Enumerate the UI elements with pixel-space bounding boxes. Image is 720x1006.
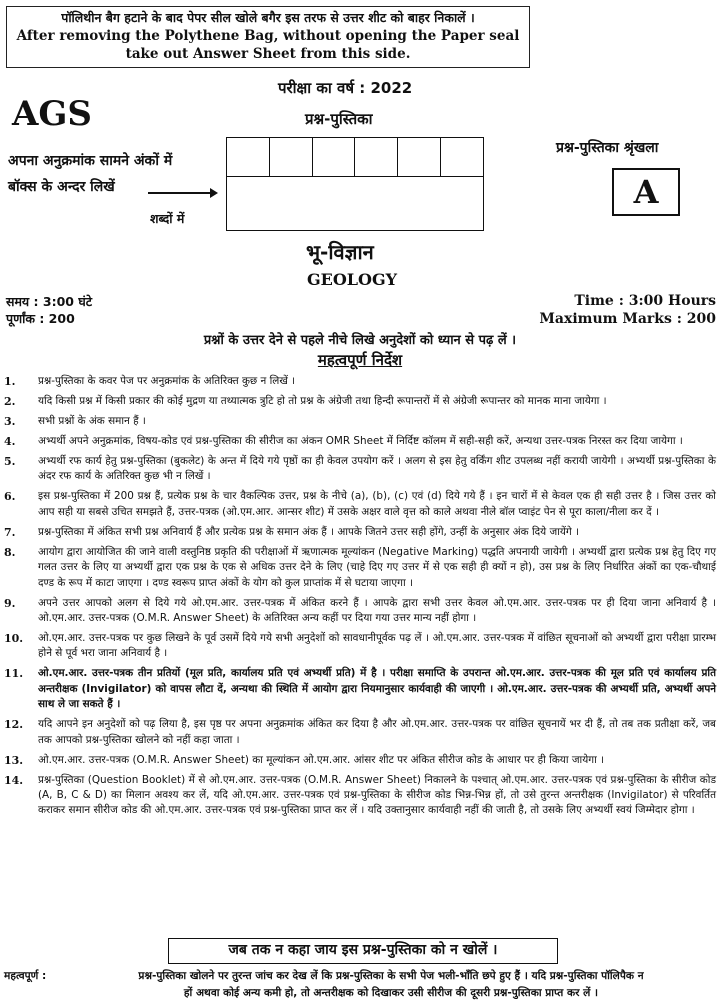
booklet-label: प्रश्न-पुस्तिका — [305, 110, 373, 128]
polythene-notice-box — [6, 6, 530, 68]
instruction-item — [4, 394, 716, 409]
instruction-item — [4, 525, 716, 540]
instruction-number: 5. — [4, 455, 16, 468]
instruction-number: 8. — [4, 545, 16, 559]
instruction-text: अपने उत्तर आपको अलग से दिये गये ओ.एम.आर. उत्तर-पत्रक में अंकित करने हैं । आपके द्वारा सभी उत्तर केवल ओ.एम.आर. उत्तर-पत्रक पर ही दिया जाना अनिवार्य है । ओ.एम.आर. उत्तर-पत्रक (O.M.R. Answer Sheet) के अतिरिक्त अन्य कहीं पर दिया गया उत्तर मान्य नहीं होगा । — [38, 596, 716, 625]
exam-code: AGS — [12, 94, 92, 134]
important-note-line1: प्रश्न-पुस्तिका खोलने पर तुरन्त जांच कर देख लें कि प्रश्न-पुस्तिका के सभी पेज भली-भाँति छपे हुए हैं । यदि प्रश्न-पुस्तिका पॉलिपैक न — [138, 970, 644, 982]
roll-digit-box[interactable] — [398, 138, 441, 176]
important-instructions-heading — [0, 350, 720, 370]
instruction-text: आयोग द्वारा आयोजित की जाने वाली वस्तुनिष्ठ प्रकृति की परीक्षाओं में ऋणात्मक मूल्यांकन (Negative Marking) पद्धति अपनायी जायेगी । अभ्यर्थी द्वारा प्रत्येक प्रश्न हेतु दिए गए गलत उत्तर के लिए या अभ्यर्थी द्वारा एक प्रश्न के एक से अधिक उत्तर देने के लिए (चाहे दिए गए उत्तर में से एक सही ही क्यों न हो), उस प्रश्न के लिए निर्धारित अंकों का एक-चौथाई दण्ड के रूप में काटा जाएगा । दण्ड स्वरूप प्राप्त अंकों के योग को कुल प्राप्तांक में से घटाया जाएगा । — [38, 545, 716, 589]
instruction-text: अभ्यर्थी अपने अनुक्रमांक, विषय-कोड एवं प्रश्न-पुस्तिका की सीरीज का अंकन OMR Sheet में निर्दिष्ट कॉलम में सही-सही करें, अन्यथा उत्तर-पत्रक निरस्त कर दिया जायेगा । — [38, 435, 683, 447]
instruction-text: प्रश्न-पुस्तिका में अंकित सभी प्रश्न अनिवार्य हैं और प्रत्येक प्रश्न के समान अंक हैं । आपके जितने उत्तर सही होंगे, उन्हीं के अनुसार अंक दिये जायेंगे । — [38, 525, 579, 538]
instruction-number: 11. — [4, 667, 24, 681]
instruction-item — [4, 454, 716, 485]
instruction-text: ओ.एम.आर. उत्तर-पत्रक पर कुछ लिखने के पूर्व उसमें दिये गये सभी अनुदेशों को सावधानीपूर्वक पढ़ लें । ओ.एम.आर. उत्तर-पत्रक में वांछित सूचनाओं को अभ्यर्थी द्वारा परीक्षा प्रारम्भ होने से पूर्व भरा जाना अनिवार्य है । — [38, 632, 716, 660]
instruction-number: 2. — [4, 395, 16, 408]
instruction-item — [4, 753, 716, 768]
instruction-item — [4, 631, 716, 662]
important-heading-text: महत्वपूर्ण निर्देश — [317, 351, 403, 369]
instructions-list — [4, 374, 716, 823]
roll-digit-box[interactable] — [270, 138, 313, 176]
roll-instruction-line2: बॉक्स के अन्दर लिखें — [8, 179, 115, 195]
important-note-line2: हों अथवा कोई अन्य कमी हो, तो अन्तरीक्षक को दिखाकर उसी सीरीज की दूसरी प्रश्न-पुस्तिका प्राप्त कर लें । — [183, 987, 599, 999]
roll-number-grid[interactable] — [226, 137, 484, 231]
instruction-item — [4, 489, 716, 520]
instruction-text: इस प्रश्न-पुस्तिका में 200 प्रश्न हैं, प्रत्येक प्रश्न के चार वैकल्पिक उत्तर, प्रश्न के नीचे (a), (b), (c) एवं (d) दिये गये हैं । इन चारों में से केवल एक ही सही उत्तर है । जिस उत्तर को आप सही या सबसे उचित समझते हैं, उत्तर-पत्रक (ओ.एम.आर. आन्सर शीट) में उसके अक्षर वाले वृत्त को काले अथवा नीले बॉल प्वाइंट पेन से पूरा काला/नीला कर दें । — [38, 490, 716, 518]
time-marks-hindi — [6, 293, 92, 327]
time-english: Time : 3:00 Hours — [574, 293, 716, 309]
important-note-text — [66, 968, 716, 1002]
roll-digit-box[interactable] — [355, 138, 398, 176]
words-label: शब्दों में — [150, 211, 185, 226]
exam-year: परीक्षा का वर्ष : 2022 — [278, 79, 413, 97]
instruction-text: ओ.एम.आर. उत्तर-पत्रक (O.M.R. Answer Sheet) का मूल्यांकन ओ.एम.आर. आंसर शीट पर अंकित सीरीज कोड के आधार पर ही किया जायेगा । — [38, 753, 605, 766]
instruction-number: 6. — [4, 490, 16, 504]
time-marks-english — [539, 292, 716, 328]
instruction-number: 9. — [4, 596, 16, 610]
instruction-item — [4, 414, 716, 429]
instruction-text: प्रश्न-पुस्तिका (Question Booklet) में से ओ.एम.आर. उत्तर-पत्रक (O.M.R. Answer Sheet) निकालने के पश्चात् ओ.एम.आर. उत्तर-पत्रक एवं प्रश्न-पुस्तिका के सीरीज कोड (A, B, C & D) का मिलान अवश्य कर लें, यदि ओ.एम.आर. उत्तर-पत्रक एवं प्रश्न-पुस्तिका के सीरीज कोड भिन्न-भिन्न हों, तो उसे तुरन्त अन्तरीक्षक (Invigilator) से परिवर्तित कराकर समान सीरीज कोड की ओ.एम.आर. उत्तर-पत्रक एवं प्रश्न-पुस्तिका प्राप्त कर लें । यदि उक्तानुसार कार्यवाही नहीं की जाती है, तो उसके लिए अभ्यर्थी स्वयं जिम्मेदार होगा । — [38, 773, 716, 817]
instruction-text: यदि आपने इन अनुदेशों को पढ़ लिया है, इस पृष्ठ पर अपना अनुक्रमांक अंकित कर दिया है और ओ.एम.आर. उत्तर-पत्रक पर वांछित सूचनायें भर दी हैं, तो तब तक प्रतीक्षा करें, जब तक आपको प्रश्न-पुस्तिका खोलने को नहीं कहा जाता । — [38, 718, 716, 746]
instruction-item — [4, 434, 716, 449]
series-value-box: A — [612, 168, 680, 216]
instruction-number: 1. — [4, 375, 16, 388]
instruction-item — [4, 545, 716, 591]
notice-english-line2: take out Answer Sheet from this side. — [125, 46, 411, 62]
instruction-number: 13. — [4, 753, 24, 767]
subject-english: GEOLOGY — [307, 270, 398, 289]
instruction-number: 14. — [4, 773, 24, 787]
do-not-open-box: जब तक न कहा जाय इस प्रश्न-पुस्तिका को न खोलें । — [168, 938, 558, 964]
subject-hindi: भू-विज्ञान — [306, 240, 374, 264]
read-before-note: प्रश्नों के उत्तर देने से पहले नीचे लिखे अनुदेशों को ध्यान से पढ़ लें । — [203, 333, 517, 348]
notice-hindi: पॉलिथीन बैग हटाने के बाद पेपर सील खोले बगैर इस तरफ से उत्तर शीट को बाहर निकालें । — [61, 10, 475, 25]
instruction-text: सभी प्रश्नों के अंक समान हैं । — [38, 415, 146, 427]
roll-digit-box[interactable] — [313, 138, 356, 176]
instruction-number: 4. — [4, 435, 16, 448]
instruction-item — [4, 374, 716, 389]
instruction-number: 12. — [4, 718, 24, 732]
roll-digit-box[interactable] — [441, 138, 483, 176]
roll-instruction-line1: अपना अनुक्रमांक सामने अंकों में — [8, 153, 173, 169]
roll-number-digit-row[interactable] — [227, 138, 483, 177]
arrow-right-icon — [148, 186, 218, 200]
time-hindi: समय : 3:00 घंटे — [6, 294, 93, 309]
instruction-item — [4, 717, 716, 748]
instruction-item — [4, 666, 716, 712]
roll-digit-box[interactable] — [227, 138, 270, 176]
instruction-item — [4, 596, 716, 627]
instruction-text: प्रश्न-पुस्तिका के कवर पेज पर अनुक्रमांक के अतिरिक्त कुछ न लिखें । — [38, 375, 296, 387]
instruction-text: ओ.एम.आर. उत्तर-पत्रक तीन प्रतियों (मूल प्रति, कार्यालय प्रति एवं अभ्यर्थी प्रति) में है । परीक्षा समाप्ति के उपरान्त ओ.एम.आर. उत्तर-पत्रक की मूल प्रति एवं कार्यालय प्रति अन्तरीक्षक (Invigilator) को वापस लौटा दें, अन्यथा की स्थिति में आयोग द्वारा नियमानुसार कार्यवाही की जाएगी । ओ.एम.आर. उत्तर-पत्रक की अभ्यर्थी प्रति, अभ्यर्थी अपने साथ ले जा सकते हैं । — [38, 667, 716, 711]
important-note-label: महत्वपूर्ण : — [4, 970, 47, 982]
instruction-number: 3. — [4, 415, 16, 428]
instruction-number: 10. — [4, 632, 24, 646]
notice-english-line1: After removing the Polythene Bag, without opening the Paper seal — [16, 28, 520, 44]
series-label: प्रश्न-पुस्तिका श्रृंखला — [556, 140, 659, 156]
instruction-item — [4, 773, 716, 819]
marks-english: Maximum Marks : 200 — [539, 311, 716, 327]
instruction-text: अभ्यर्थी रफ कार्य हेतु प्रश्न-पुस्तिका (बुकलेट) के अन्त में दिये गये पृष्ठों का ही केवल उपयोग करें । अलग से इस हेतु वर्किंग शीट उपलब्ध नहीं करायी जायेगी । अभ्यर्थी प्रश्न-पुस्तिका के अंदर रफ कार्य के अतिरिक्त कुछ भी न लिखें । — [38, 455, 716, 483]
instruction-number: 7. — [4, 525, 16, 539]
instruction-text: यदि किसी प्रश्न में किसी प्रकार की कोई मुद्रण या तथ्यात्मक त्रुटि हो तो प्रश्न के अंग्रेजी तथा हिन्दी रूपान्तरों में से अंग्रेजी रूपान्तर को मानक माना जायेगा । — [38, 395, 607, 407]
marks-hindi: पूर्णांक : 200 — [6, 311, 75, 326]
important-note — [4, 968, 716, 1002]
